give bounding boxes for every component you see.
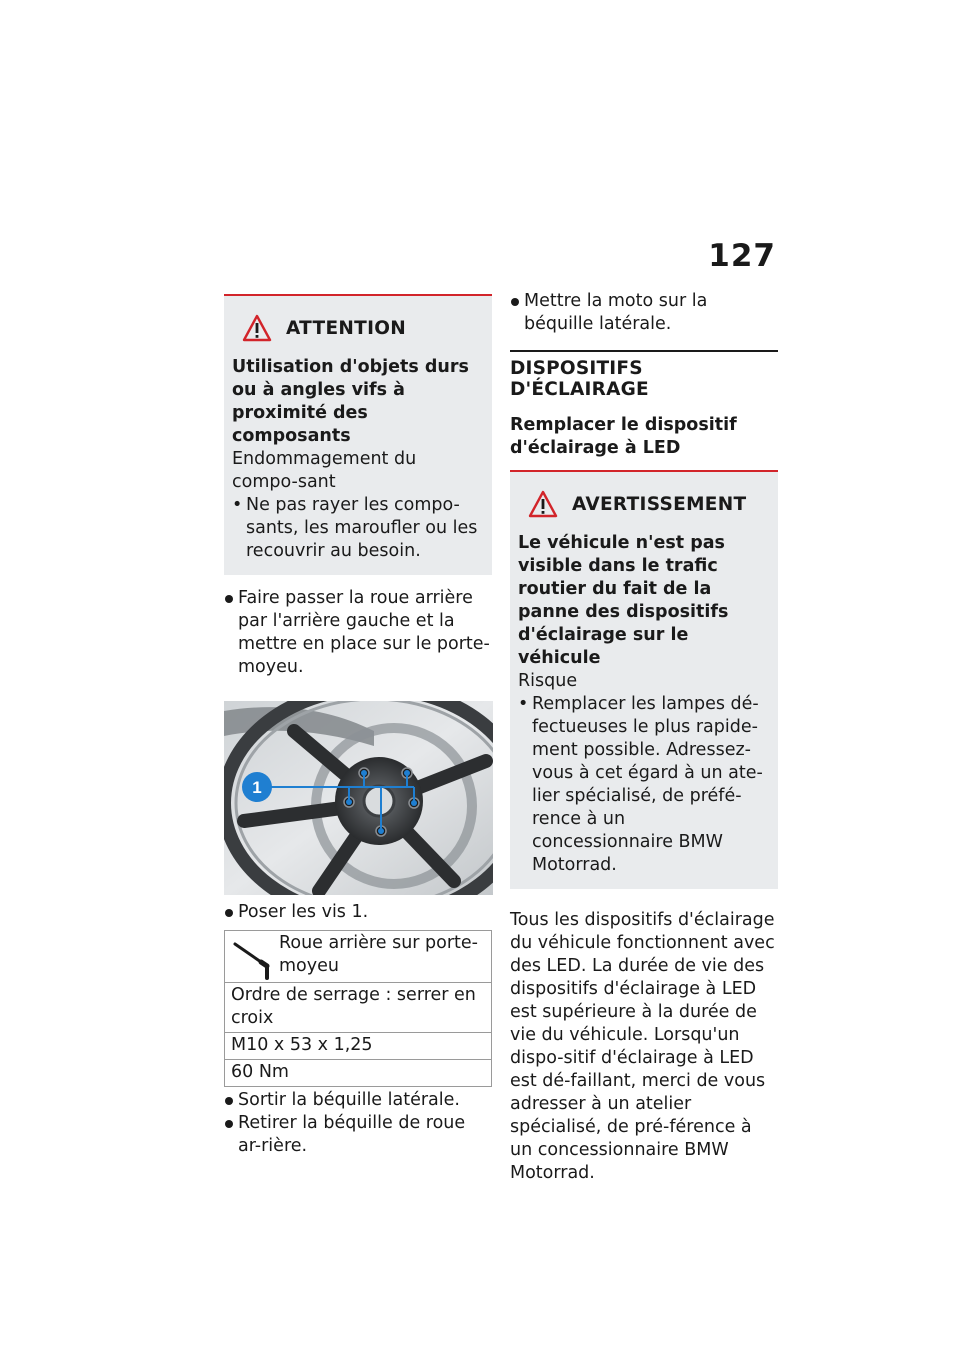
- section-title: DISPOSITIFS D'ÉCLAIRAGE: [510, 350, 778, 400]
- spec-table-cell: M10 x 53 x 1,25: [225, 1033, 492, 1060]
- warning-triangle-icon: [528, 490, 558, 518]
- warning-action: • Remplacer les lampes dé-fectueuses le plus rapide-ment possible. Adressez-vous à cet égard à un ate-lier spécialisé, de préfé-rence à un concessionnaire BMW Motorrad.: [518, 693, 770, 877]
- instruction-list: [224, 901, 492, 924]
- callout-label: 1: [252, 778, 262, 797]
- instruction-step: Faire passer la roue arrière par l'arrière gauche et la mettre en place sur le porte-moyeu.: [224, 587, 492, 679]
- attention-actions: [232, 494, 484, 563]
- warning-header: [528, 490, 770, 518]
- attention-box: [224, 294, 492, 575]
- page-number: 127: [708, 238, 776, 274]
- warning-title: AVERTISSEMENT: [572, 493, 747, 515]
- warning-triangle-icon: [242, 314, 272, 342]
- spec-table-header: Roue arrière sur porte-moyeu: [279, 933, 478, 976]
- warning-consequence: Risque: [518, 671, 578, 691]
- instruction-step: Mettre la moto sur la béquille latérale.: [510, 290, 778, 336]
- warning-subject: Le véhicule n'est pas visible dans le trafic routier du fait de la panne des dispositifs d'éclairage sur le véhicule: [518, 533, 729, 668]
- instruction-list: [224, 587, 492, 679]
- warning-box: [510, 470, 778, 889]
- instruction-step: Sortir la béquille latérale.: [224, 1089, 492, 1112]
- body-paragraph: Tous les dispositifs d'éclairage du véhicule fonctionnent avec des LED. La durée de vie des dispositifs d'éclairage à LED est supérieure à la durée de vie du véhicule. Lorsqu'un dispo-sitif d'éclairage à LED est dé-faillant, merci de vous adresser à un atelier spécialisé, de pré-férence à un concessionnaire BMW Motorrad.: [510, 910, 775, 1183]
- torque-wrench-icon: [231, 936, 273, 980]
- spec-table-cell: 60 Nm: [225, 1060, 492, 1087]
- spec-table-cell: Ordre de serrage : serrer en croix: [225, 983, 492, 1033]
- rear-wheel-figure: [224, 701, 493, 895]
- attention-action: • Ne pas rayer les compo-sants, les maroufler ou les recouvrir au besoin.: [232, 494, 484, 563]
- instruction-step: Retirer la béquille de roue ar-rière.: [224, 1112, 492, 1158]
- instruction-step: Poser les vis 1.: [224, 901, 492, 924]
- left-column: [224, 294, 492, 1158]
- attention-consequence: Endommagement du compo-sant: [232, 449, 417, 492]
- attention-title: ATTENTION: [286, 317, 407, 339]
- attention-subject: Utilisation d'objets durs ou à angles vifs à proximité des composants: [232, 357, 469, 446]
- torque-spec-table: [224, 930, 492, 1087]
- instruction-list: [224, 1089, 492, 1158]
- warning-actions: [518, 693, 770, 877]
- right-column: [510, 290, 778, 1185]
- attention-header: [242, 314, 484, 342]
- instruction-list: [510, 290, 778, 336]
- section-subtitle: Remplacer le dispositif d'éclairage à LED: [510, 415, 737, 458]
